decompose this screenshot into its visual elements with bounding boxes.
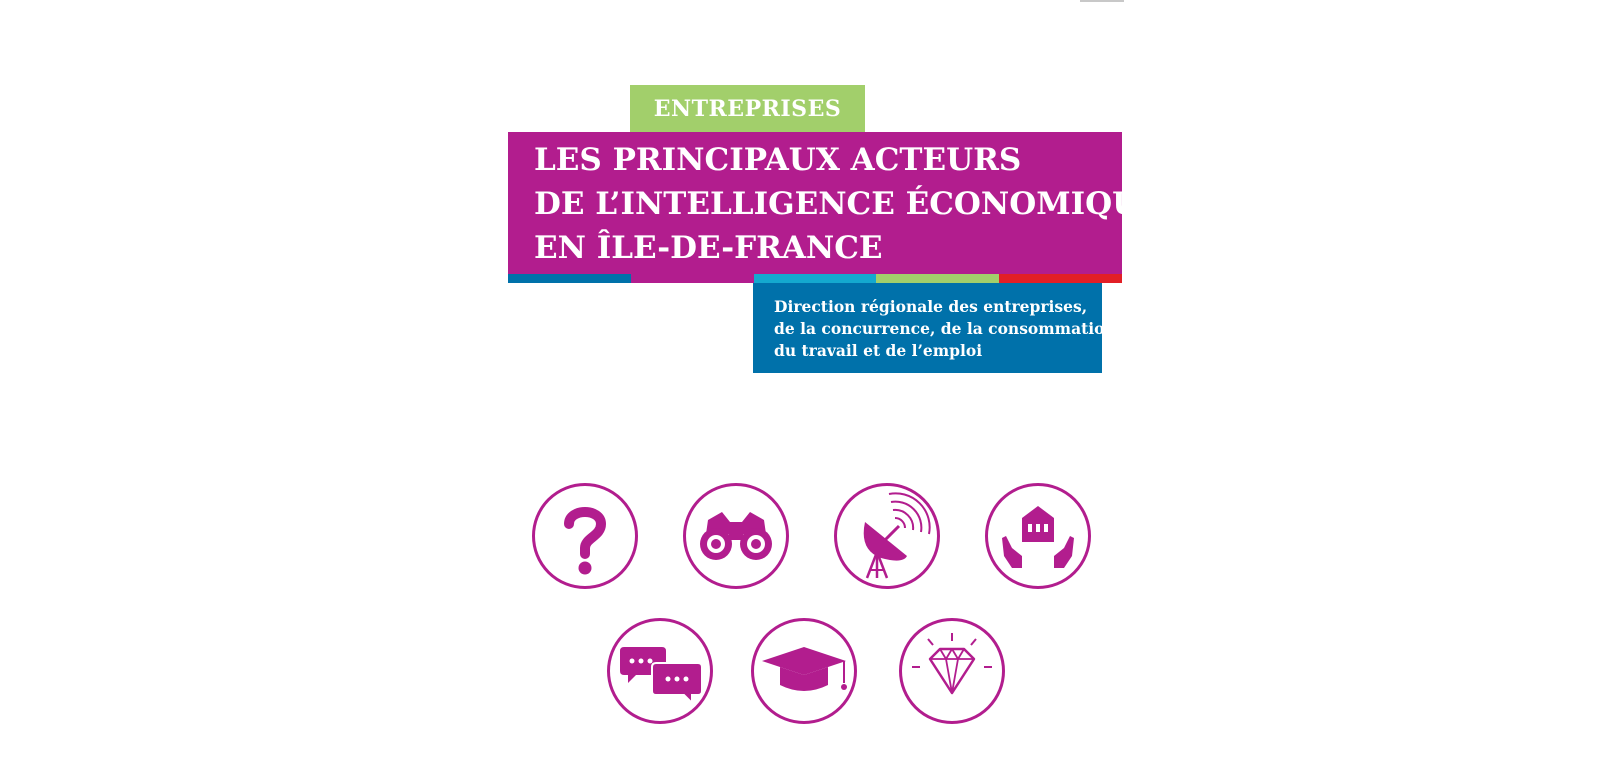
category-tag xyxy=(630,85,865,132)
question-mark-icon xyxy=(532,483,638,589)
title-banner xyxy=(508,132,1163,274)
satellite-dish-icon xyxy=(834,483,940,589)
stripe-cyan xyxy=(754,274,877,283)
binoculars-icon xyxy=(683,483,789,589)
title-line-3: EN ÎLE-DE-FRANCE xyxy=(534,230,883,266)
direction-line-1: Direction régionale des entreprises, xyxy=(774,297,1088,316)
category-tag-label: ENTREPRISES xyxy=(653,95,842,122)
stripe-blue xyxy=(508,274,631,283)
stripe-green xyxy=(876,274,999,283)
title-line-1: LES PRINCIPAUX ACTEURS xyxy=(534,142,1022,178)
house-in-hands-icon xyxy=(985,483,1091,589)
top-edge-mark xyxy=(1080,0,1124,2)
stripe-red xyxy=(999,274,1122,283)
diamond-icon xyxy=(899,618,1005,724)
direction-line-2: de la concurrence, de la consommation, xyxy=(774,319,1122,338)
stripe-magenta xyxy=(631,274,754,283)
graduation-cap-icon xyxy=(751,618,857,724)
speech-bubbles-icon xyxy=(607,618,713,724)
direction-box xyxy=(753,283,1122,373)
title-line-2: DE L’INTELLIGENCE ÉCONOMIQUE xyxy=(534,186,1163,222)
color-stripes xyxy=(508,274,1122,283)
direction-line-3: du travail et de l’emploi xyxy=(774,341,983,360)
